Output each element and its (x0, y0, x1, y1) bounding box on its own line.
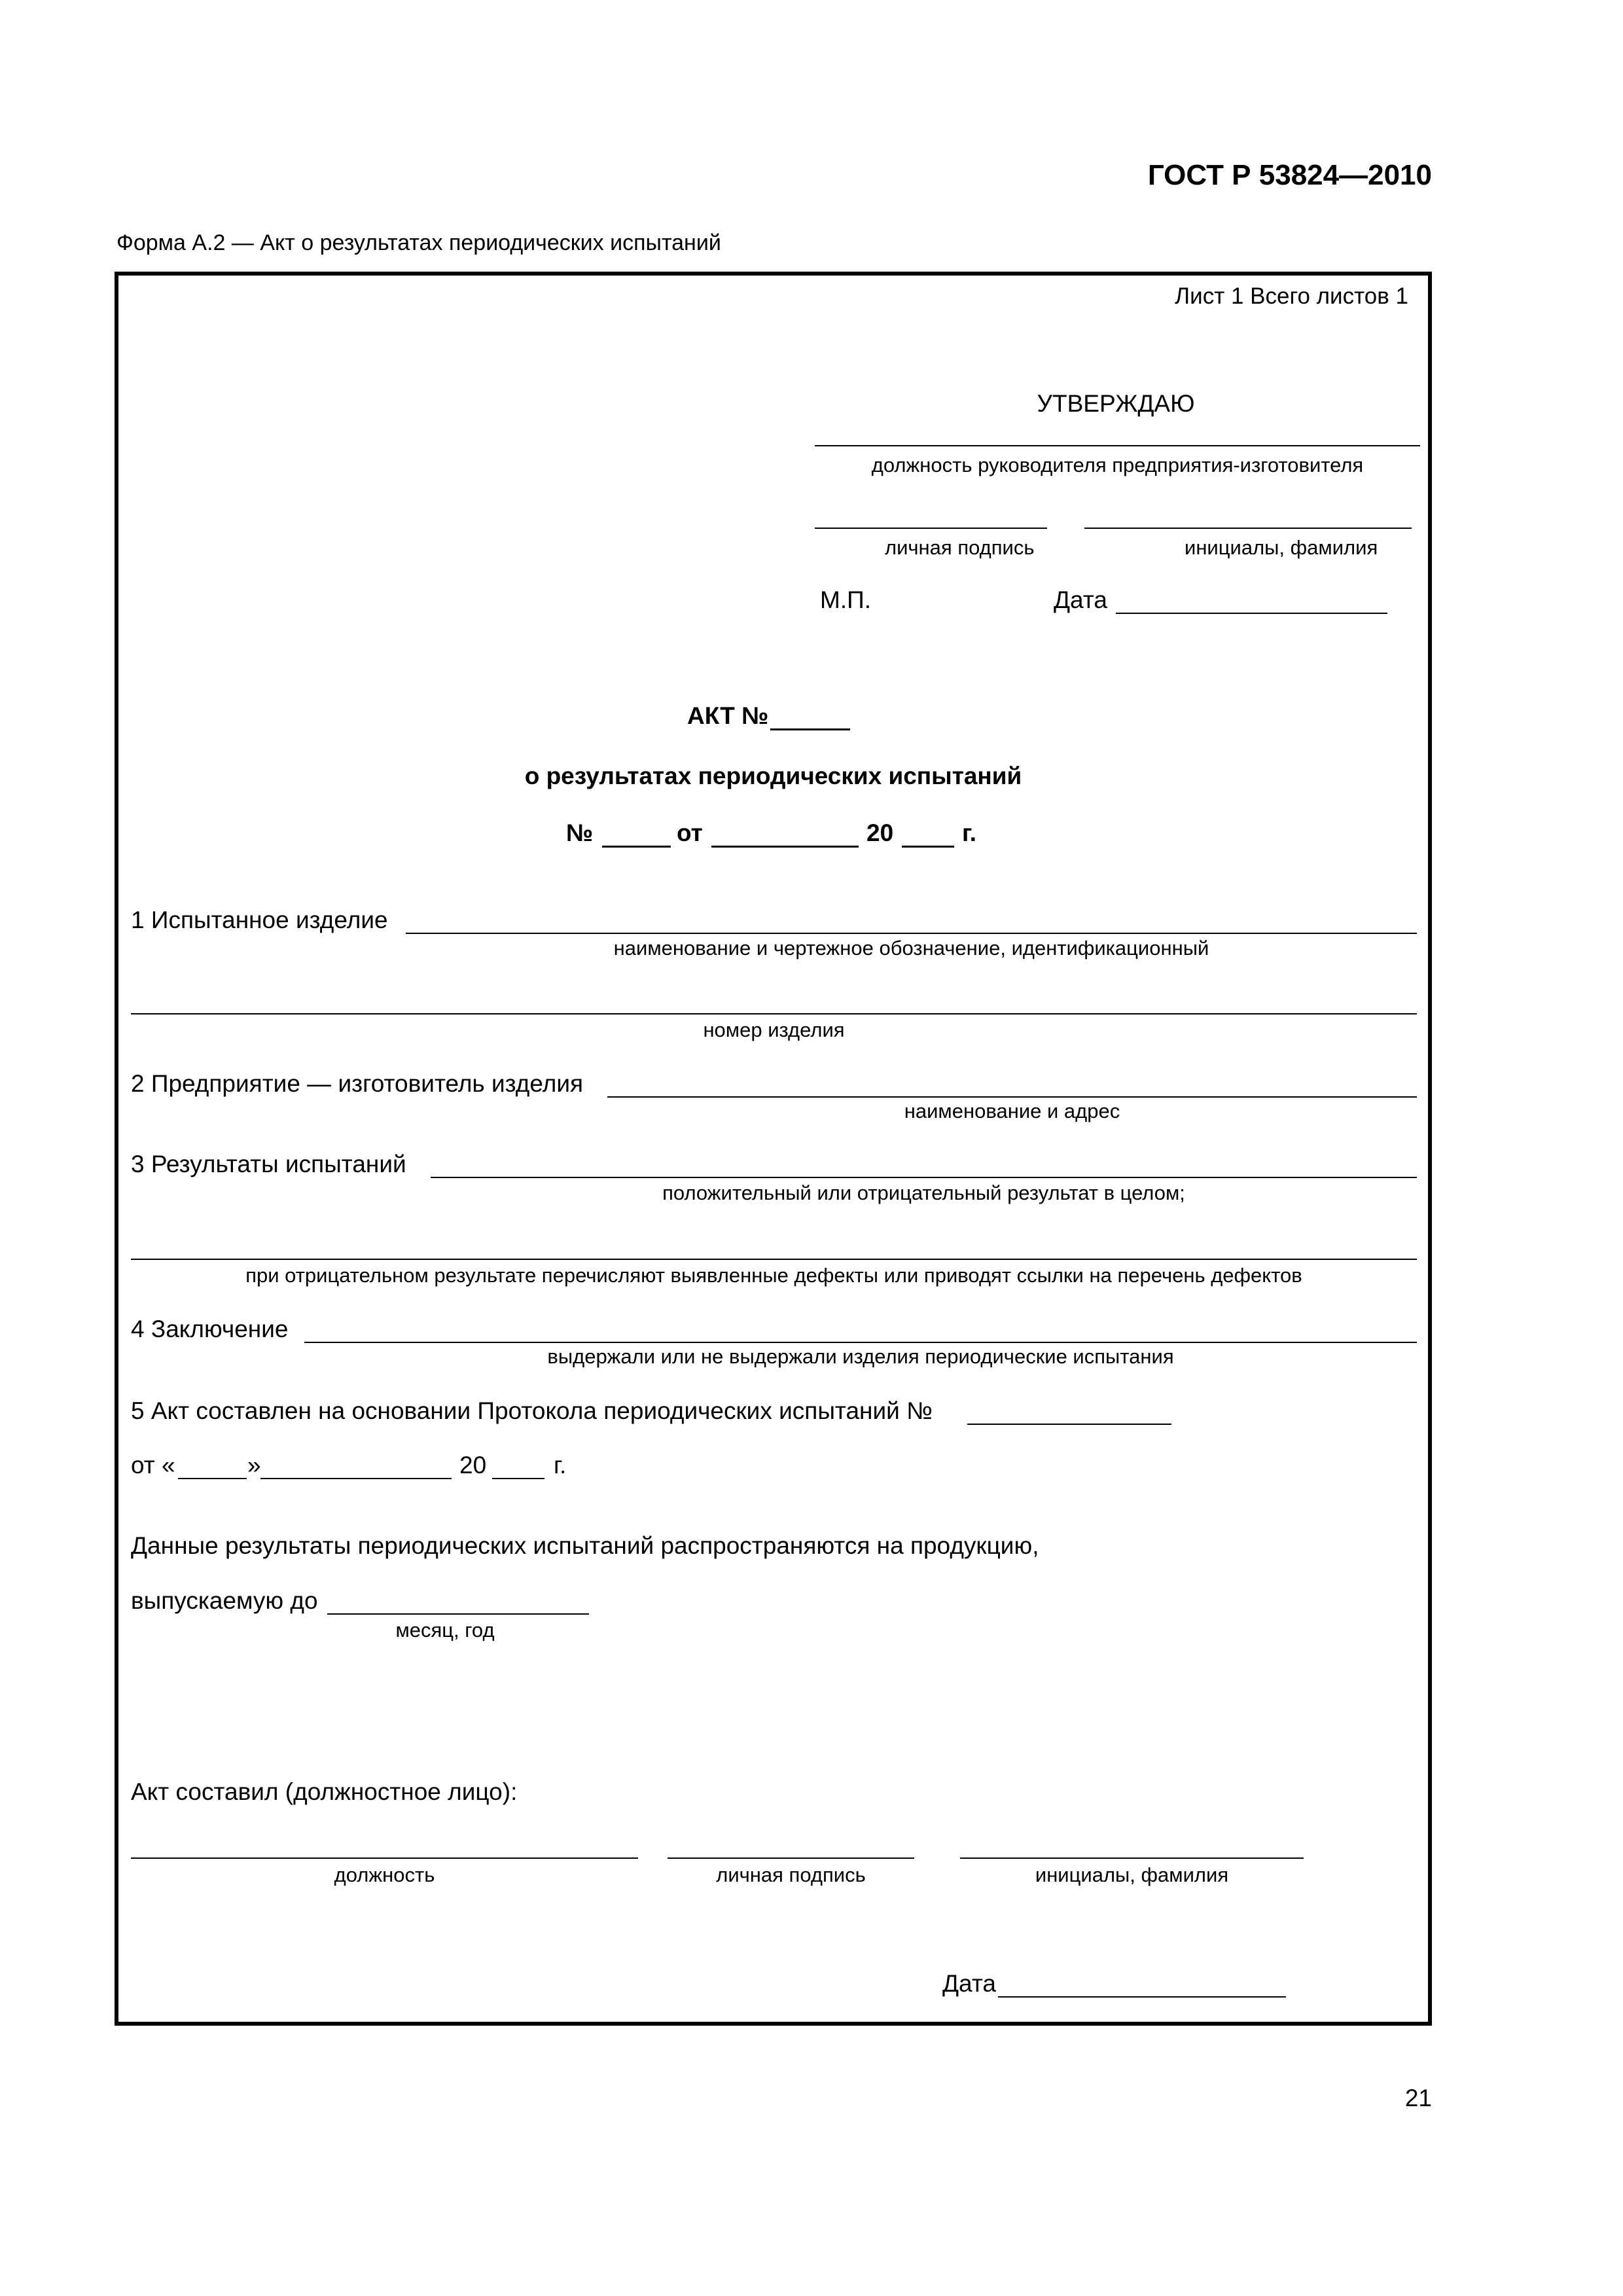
item5-quote-close: » (247, 1452, 261, 1479)
approval-date-line[interactable] (1116, 613, 1387, 614)
act-date-line[interactable] (711, 846, 859, 848)
compiler-date-label: Дата (942, 1970, 996, 1997)
item5-protocol-number-line[interactable] (967, 1424, 1171, 1425)
item3-caption-2: при отрицательном результате перечисляют выявленные дефекты или приводят ссылки на перечень дефектов (245, 1264, 1302, 1287)
sheet-info: Лист 1 Всего листов 1 (1175, 283, 1408, 309)
act-number-line[interactable] (770, 728, 850, 730)
item5-year-line[interactable] (492, 1478, 544, 1479)
item5-year-suffix: г. (554, 1452, 567, 1479)
approval-signature-line[interactable] (815, 528, 1047, 529)
distribution-until-line[interactable] (327, 1613, 589, 1615)
item2-caption: наименование и адрес (904, 1100, 1120, 1122)
item1-caption-2: номер изделия (703, 1018, 845, 1041)
item5-day-line[interactable] (178, 1478, 247, 1479)
compiler-name-caption: инициалы, фамилия (1035, 1863, 1229, 1886)
compiler-name-line[interactable] (960, 1857, 1304, 1859)
act-year-line[interactable] (902, 846, 954, 848)
approval-position-line[interactable] (815, 445, 1420, 446)
approval-position-caption: должность руководителя предприятия-изготовителя (871, 454, 1364, 476)
act-from-word: от (677, 819, 703, 846)
item5-year: 20 (459, 1452, 487, 1479)
item5-from: от « (131, 1452, 175, 1479)
act-year-prefix: 20 (866, 819, 894, 846)
approval-title: УТВЕРЖДАЮ (1037, 390, 1195, 417)
item3-caption: положительный или отрицательный результат в целом; (662, 1181, 1185, 1204)
item4-label: 4 Заключение (131, 1316, 289, 1342)
compiler-signature-line[interactable] (668, 1857, 914, 1859)
compiler-date-line[interactable] (998, 1996, 1286, 1998)
item1-line[interactable] (406, 933, 1417, 934)
item1-label: 1 Испытанное изделие (131, 906, 388, 933)
form-caption: Форма А.2 — Акт о результатах периодических испытаний (116, 230, 721, 255)
page-number: 21 (1404, 2085, 1432, 2111)
item3-line-2[interactable] (131, 1259, 1417, 1260)
compiler-position-caption: должность (334, 1863, 435, 1886)
distribution-text: Данные результаты периодических испытаний распространяются на продукцию, (131, 1532, 1039, 1559)
approval-signature-caption: личная подпись (885, 536, 1035, 559)
item3-label: 3 Результаты испытаний (131, 1151, 406, 1177)
act-title: АКТ № (687, 702, 769, 729)
item3-line[interactable] (431, 1177, 1417, 1178)
act-reg-number-line[interactable] (602, 846, 671, 848)
compiler-position-line[interactable] (131, 1857, 638, 1859)
item4-line[interactable] (304, 1342, 1417, 1343)
item1-line-2[interactable] (131, 1013, 1417, 1014)
distribution-until-label: выпускаемую до (131, 1587, 318, 1614)
item2-line[interactable] (607, 1096, 1417, 1098)
approval-name-line[interactable] (1084, 528, 1412, 529)
standard-designation: ГОСТ Р 53824—2010 (1147, 159, 1432, 191)
item5-label: 5 Акт составлен на основании Протокола периодических испытаний № (131, 1397, 933, 1424)
act-subtitle: о результатах периодических испытаний (524, 762, 1022, 789)
stamp-label: М.П. (820, 586, 871, 613)
item5-month-line[interactable] (260, 1478, 452, 1479)
compiler-signature-caption: личная подпись (716, 1863, 866, 1886)
item2-label: 2 Предприятие — изготовитель изделия (131, 1070, 584, 1097)
act-year-suffix: г. (962, 819, 976, 846)
approval-date-label: Дата (1054, 586, 1107, 613)
form-frame (115, 272, 1432, 2026)
approval-name-caption: инициалы, фамилия (1185, 536, 1378, 559)
distribution-until-caption: месяц, год (395, 1619, 495, 1641)
act-number-prefix: № (566, 819, 594, 846)
item4-caption: выдержали или не выдержали изделия периодические испытания (547, 1345, 1174, 1368)
item1-caption: наименование и чертежное обозначение, идентификационный (613, 937, 1209, 960)
compiler-label: Акт составил (должностное лицо): (131, 1778, 518, 1805)
